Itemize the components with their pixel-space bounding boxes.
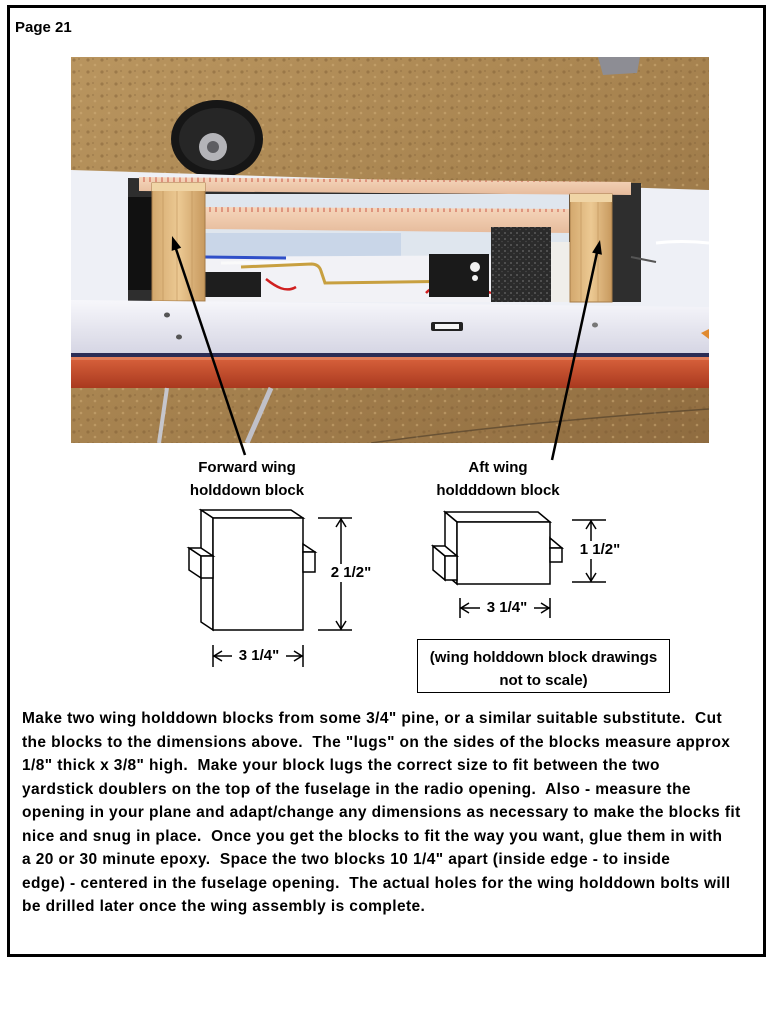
foam-pad — [491, 227, 551, 302]
aft-wing-holddown-block-photo — [570, 194, 612, 302]
forward-block-callout — [167, 456, 327, 502]
page-number: Page 21 — [15, 19, 72, 36]
instruction-line: yardstick doublers on the top of the fuselage in the radio opening. Also - measure the — [22, 780, 691, 798]
instruction-line: be drilled later once the wing assembly is complete. — [22, 898, 426, 915]
instruction-line: 1/8" thick x 3/8" high. Make your block lugs the correct size to fit between the two — [22, 757, 660, 774]
scale-note-line-1: (wing holddown block drawings — [429, 649, 658, 666]
fuselage-photo — [71, 57, 709, 443]
fuselage-trim-stripe — [71, 353, 709, 357]
instruction-line: edge) - centered in the fuselage opening. The actual holes for the wing holddown bolts will — [22, 874, 731, 892]
instructions-paragraph — [22, 707, 762, 919]
fuselage-photo-image — [71, 57, 709, 443]
aft-width-label: 3 1/4" — [480, 599, 534, 617]
aft-callout-line-1: Aft wing — [468, 459, 528, 476]
servo — [429, 254, 489, 297]
instruction-line: opening in your plane and adapt/change any dimensions as necessary to make the blocks fit — [22, 804, 741, 821]
metal-part — [598, 57, 640, 75]
scale-note-line-2: not to scale) — [499, 672, 588, 689]
forward-callout-line-2: holddown block — [189, 482, 305, 499]
scale-note-box — [417, 639, 670, 693]
aft-height-label: 1 1/2" — [572, 541, 628, 559]
instruction-line: Make two wing holddown blocks from some 3/4" pine, or a similar suitable substitute. Cut — [22, 710, 723, 727]
instruction-line: the blocks to the dimensions above. The "lugs" on the sides of the blocks measure approx — [22, 733, 731, 751]
instruction-line: a 20 or 30 minute epoxy. Space the two blocks 10 1/4" apart (inside edge - to inside — [22, 851, 671, 868]
instruction-line: nice and snug in place. Once you get the blocks to fit the way you want, glue them in with — [22, 827, 723, 845]
aft-callout-line-2: holdddown block — [436, 482, 560, 499]
forward-height-label: 2 1/2" — [323, 564, 379, 582]
fuselage-red-bottom — [71, 357, 709, 388]
fuselage-side — [71, 300, 709, 353]
forward-wing-holddown-block-photo — [152, 183, 205, 301]
aft-block-callout — [418, 456, 578, 502]
forward-callout-line-1: Forward wing — [198, 459, 296, 476]
wheel — [171, 100, 263, 178]
forward-width-label: 3 1/4" — [232, 647, 286, 665]
